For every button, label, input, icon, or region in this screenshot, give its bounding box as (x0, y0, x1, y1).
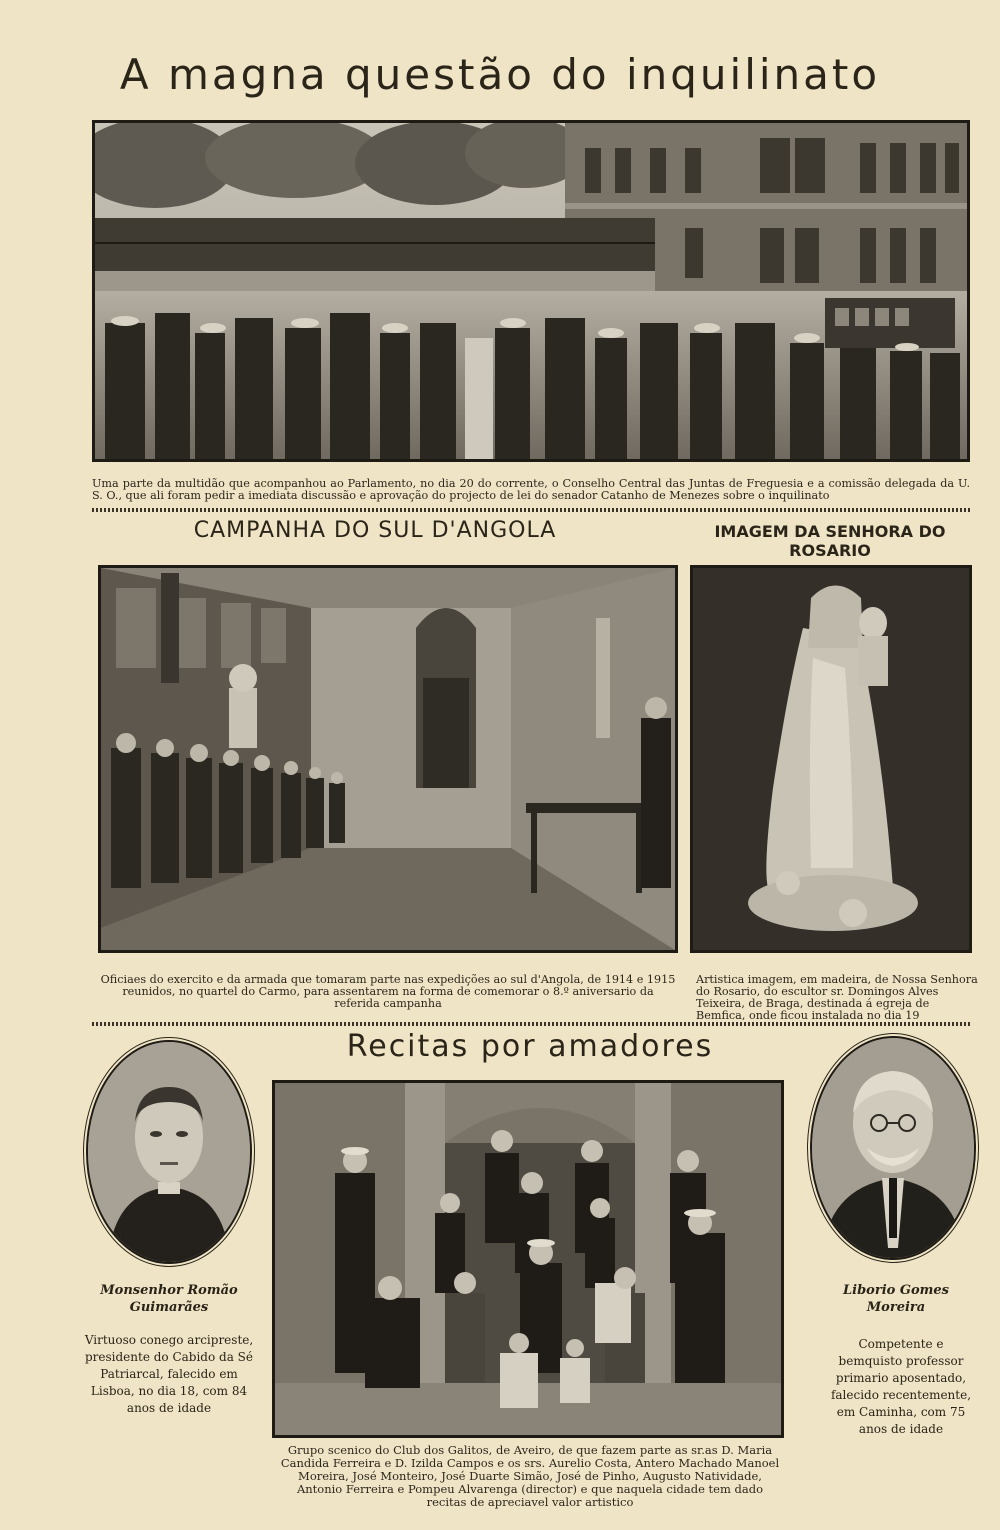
liborio-portrait (810, 1036, 976, 1260)
divider-middle (92, 1022, 970, 1026)
crowd-photo (92, 120, 970, 462)
rosario-photo (690, 565, 972, 953)
recitas-title: Recitas por amadores (346, 1029, 714, 1064)
angola-title: CAMPANHA DO SUL D'ANGOLA (193, 518, 557, 543)
romao-portrait (86, 1040, 252, 1264)
angola-caption: Oficiaes do exercito e da armada que tomaram parte nas expedições ao sul d'Angola, de 1914 e 1915 reunidos, no quartel do Carmo, para assentarem na forma de comemorar o 8.º aniversario da referida campanha (100, 973, 676, 1010)
crowd-caption: Uma parte da multidão que acompanhou ao Parlamento, no dia 20 do corrente, o Conselho Central das Juntas de Freguesia e a comissão delegada da U. S. O., que ali foram pedir a imediata discussão e aprovação do projecto de lei do senador Catanho de Menezes sobre o inquilinato (92, 477, 970, 502)
divider-top (92, 508, 970, 512)
rosario-title: IMAGEM DA SENHORA DO ROSARIO (714, 522, 946, 560)
galitos-caption: Grupo scenico do Club dos Galitos, de Aveiro, de que fazem parte as sr.as D. Maria Candida Ferreira e D. Izilda Campos e os srs. Aurelio Costa, Antero Machado Manoel Moreira, José Monteiro, José Duarte Simão, José de Pinho, Augusto Natividade, Antonio Ferreira e Pompeu Alvarenga (director) e que naquela cidade tem dado recitas de apreciavel valor artistico (280, 1443, 780, 1509)
romao-text: Virtuoso conego arcipreste, presidente do Cabido da Sé Patriarcal, falecido em Lisboa, no dia 18, com 84 anos de idade (84, 1333, 254, 1415)
angola-photo (98, 565, 678, 953)
romao-name: Monsenhor Romão Guimarães (100, 1283, 238, 1315)
page-title: A magna questão do inquilinato (119, 50, 881, 99)
galitos-group-photo (272, 1080, 784, 1438)
liborio-text: Competente e bemquisto professor primario aposentado, falecido recentemente, em Caminha, com 75 anos de idade (830, 1337, 972, 1436)
rosario-caption: Artistica imagem, em madeira, de Nossa Senhora do Rosario, do escultor sr. Domingos Alves Teixeira, de Braga, destinada á egreja de Bemfica, onde ficou instalada no dia 19 (696, 973, 978, 1022)
liborio-name: Liborio Gomes Moreira (843, 1283, 949, 1315)
